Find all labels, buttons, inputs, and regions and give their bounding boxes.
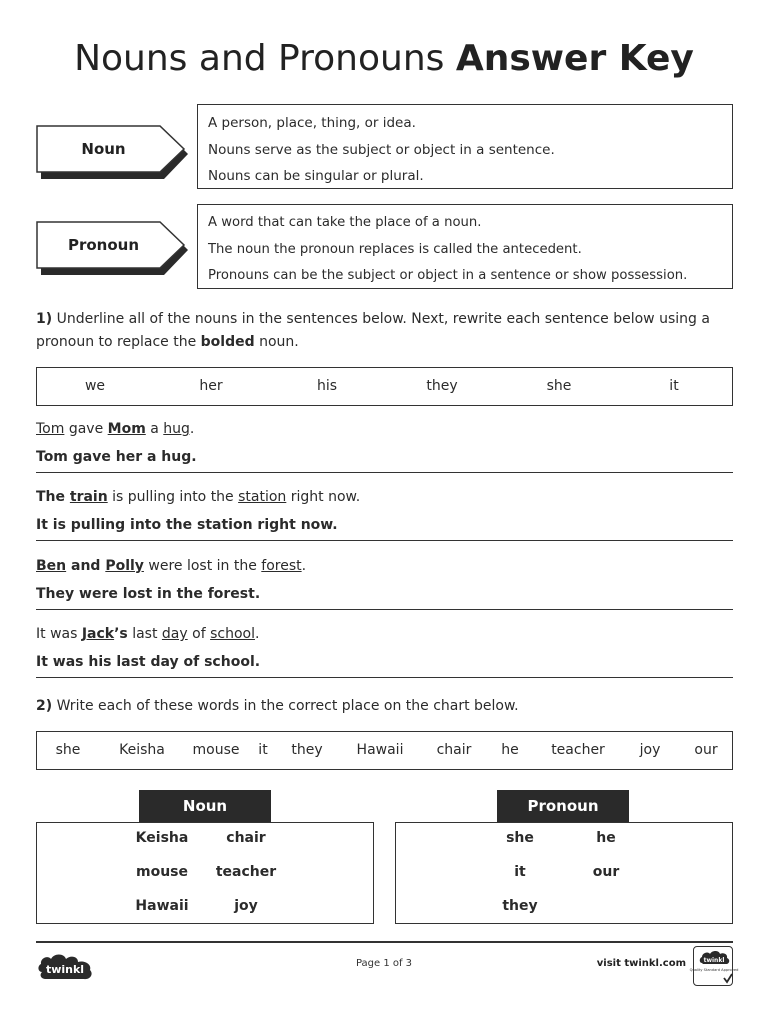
word-bank-item: mouse: [192, 742, 240, 758]
word-bank-item: his: [316, 378, 338, 394]
question-1-text: Underline all of the nouns in the sentences below. Next, rewrite each sentence below using a pronoun to replace the: [36, 311, 710, 350]
pronoun-chart-word: she: [506, 830, 534, 846]
pronoun-definition-line: Pronouns can be the subject or object in a sentence or show possession.: [208, 268, 688, 283]
pronoun-definition-line: The noun the pronoun replaces is called the antecedent.: [208, 241, 582, 257]
pronoun-chart-word: he: [596, 830, 616, 846]
word-bank-item: it: [258, 742, 268, 758]
page-number: Page 1 of 3: [355, 958, 413, 969]
noun-column-header: Noun: [139, 790, 271, 823]
word-bank-item: it: [669, 378, 679, 394]
noun-chart-word: joy: [234, 898, 258, 914]
badge-logo-text: twinkl: [703, 957, 725, 964]
badge-caption: Quality Standard Approved: [689, 968, 739, 972]
noun-chart-word: mouse: [135, 864, 189, 880]
word-bank-item: we: [84, 378, 106, 394]
chart-word-bank: [36, 731, 733, 770]
question-2-number: 2): [36, 698, 53, 714]
noun-definition-line: A person, place, thing, or idea.: [208, 115, 416, 131]
pronoun-word-bank: [36, 367, 733, 406]
answer-line-1: Tom gave her a hug.: [36, 449, 733, 473]
answer-line-4: It was his last day of school.: [36, 654, 733, 678]
pronoun-column-header: Pronoun: [497, 790, 629, 823]
noun-chart-box: [36, 822, 374, 924]
sentence-2: The train is pulling into the station right now.: [36, 489, 361, 505]
pronoun-tag-label: Pronoun: [67, 236, 140, 254]
quality-badge-icon: [689, 947, 739, 987]
noun-chart-word: chair: [226, 830, 266, 846]
answer-line-2: It is pulling into the station right now.: [36, 517, 733, 541]
question-1-instructions: [36, 308, 736, 354]
title-regular: Nouns and Pronouns: [74, 38, 445, 79]
footer-divider: [36, 941, 733, 943]
question-1-text-end: noun.: [259, 334, 299, 350]
quality-badge: [689, 946, 739, 986]
noun-definition-line: Nouns serve as the subject or object in a sentence.: [208, 141, 555, 158]
word-bank-item: she: [55, 742, 81, 758]
noun-tag: [36, 125, 188, 179]
question-2-text: Write each of these words in the correct place on the chart below.: [56, 698, 519, 714]
pronoun-definition-line: A word that can take the place of a noun.: [208, 215, 482, 230]
pronoun-chart-word: our: [592, 864, 620, 880]
pronoun-chart-box: [395, 822, 733, 924]
question-1-number: 1): [36, 311, 53, 327]
noun-chart-word: Hawaii: [135, 898, 189, 914]
question-1-bold-word: bolded: [200, 334, 255, 350]
pronoun-chart-word: it: [514, 864, 526, 880]
page-title: [0, 38, 768, 79]
logo-text: twinkl: [45, 963, 85, 976]
noun-definition-box: [197, 104, 733, 189]
sentence-1: Tom gave Mom a hug.: [36, 421, 195, 437]
noun-chart-word: Keisha: [135, 830, 189, 846]
sentence-4: It was Jack’s last day of school.: [36, 626, 260, 642]
pronoun-chart-word: they: [502, 898, 538, 914]
pronoun-tag: [36, 221, 188, 275]
pronoun-definition-box: [197, 204, 733, 289]
answer-line-3: They were lost in the forest.: [36, 586, 733, 610]
word-bank-item: he: [501, 742, 519, 758]
word-bank-item: chair: [436, 742, 472, 758]
word-bank-item: they: [426, 378, 458, 394]
question-2-instructions: [36, 695, 736, 718]
word-bank-item: they: [291, 742, 323, 758]
word-bank-item: she: [546, 378, 572, 394]
word-bank-item: Keisha: [119, 742, 165, 758]
visit-link[interactable]: visit twinkl.com: [596, 958, 686, 969]
title-bold: Answer Key: [455, 38, 694, 79]
noun-tag-label: Noun: [81, 140, 126, 158]
noun-definition-line: Nouns can be singular or plural.: [208, 168, 424, 184]
word-bank-item: joy: [639, 742, 661, 758]
sentence-3: Ben and Polly were lost in the forest.: [36, 558, 307, 574]
word-bank-item: teacher: [551, 742, 605, 758]
word-bank-item: her: [199, 378, 223, 394]
word-bank-item: our: [694, 742, 718, 758]
word-bank-item: Hawaii: [356, 742, 404, 758]
noun-chart-word: teacher: [215, 864, 277, 880]
